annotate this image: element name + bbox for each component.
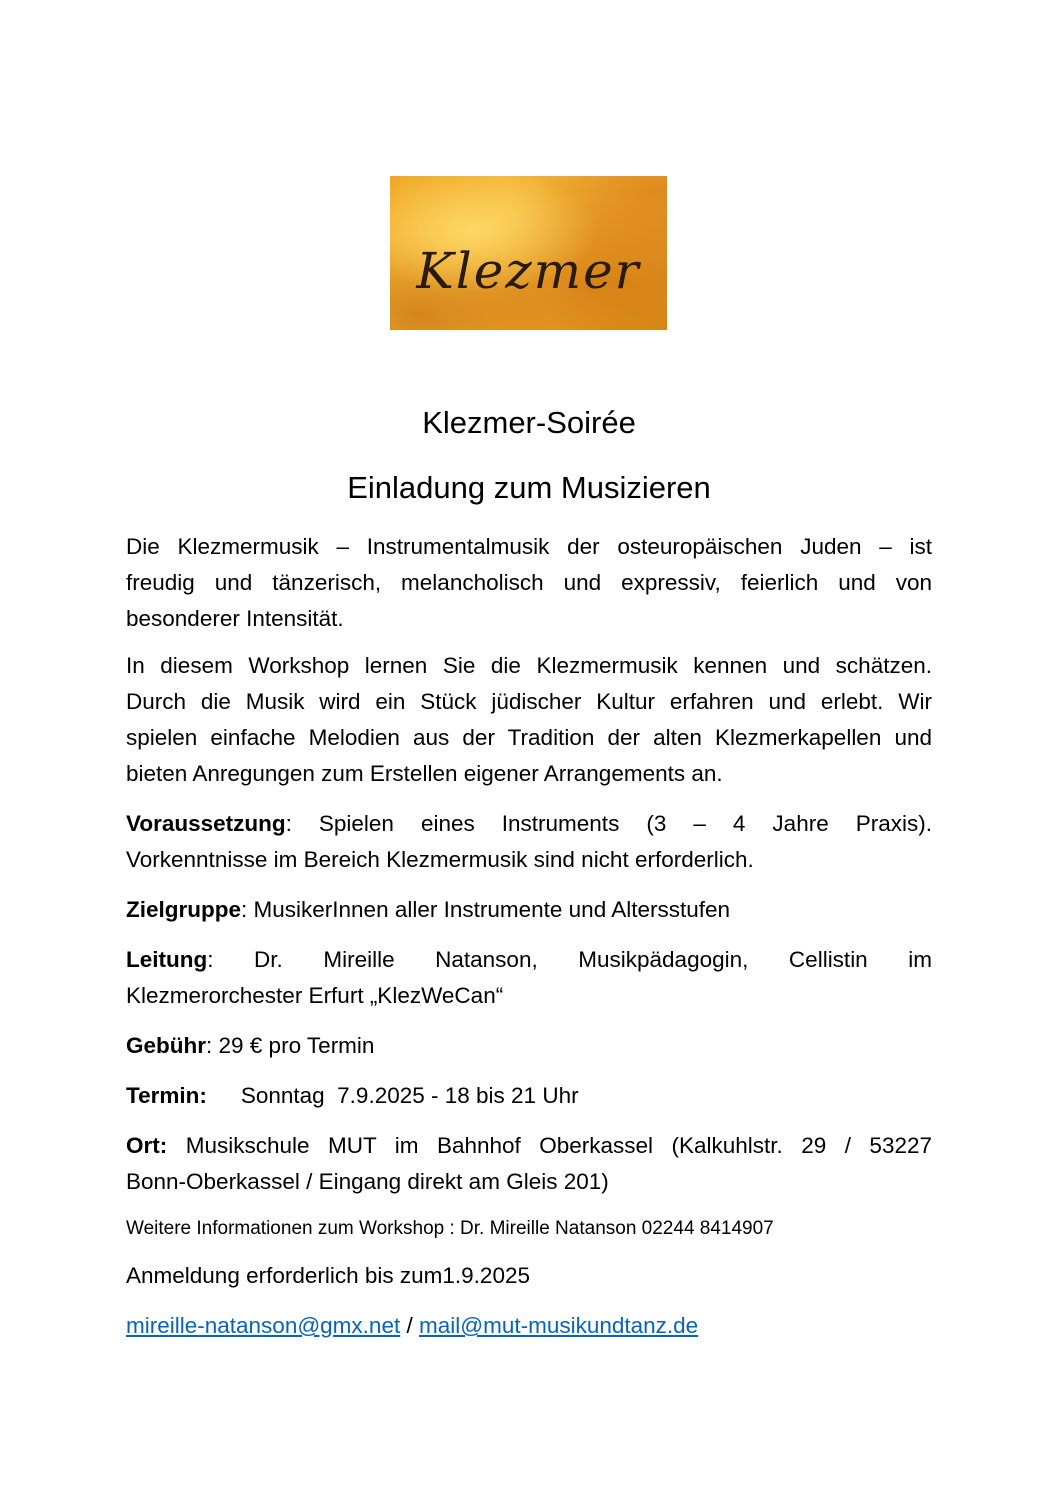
page-title: Klezmer-Soirée: [422, 405, 636, 440]
email-separator: /: [400, 1313, 419, 1338]
workshop-paragraph: [126, 648, 932, 792]
leitung-line2: Klezmerorchester Erfurt „KlezWeCan“: [126, 983, 504, 1008]
info-line: Weitere Informationen zum Workshop : Dr. Mireille Natanson 02244 8414907: [126, 1218, 774, 1239]
contact-links: [126, 1308, 932, 1344]
workshop-line: bieten Anregungen zum Erstellen eigener Arrangements an.: [126, 761, 723, 786]
termin-text: Sonntag 7.9.2025 - 18 bis 21 Uhr: [240, 1083, 579, 1108]
email-link-natanson[interactable]: mireille-natanson@gmx.net: [126, 1313, 401, 1338]
voraussetzung-line2: Vorkenntnisse im Bereich Klezmermusik sind nicht erforderlich.: [126, 847, 754, 872]
leitung-label: Leitung: [126, 947, 208, 972]
intro-paragraph: [126, 529, 932, 637]
gebuehr-text: : 29 € pro Termin: [206, 1033, 375, 1058]
voraussetzung-section: [126, 806, 932, 878]
logo-wordmark: Klezmer: [416, 242, 641, 300]
intro-line: freudig und tänzerisch, melancholisch und expressiv, feierlich und von: [126, 570, 932, 595]
voraussetzung-label: Voraussetzung: [126, 811, 286, 836]
zielgruppe-label: Zielgruppe: [126, 897, 242, 922]
workshop-line: spielen einfache Melodien aus der Tradition der alten Klezmerkapellen und: [126, 725, 932, 750]
leitung-section: [126, 942, 932, 1014]
ort-section: [126, 1128, 932, 1200]
ort-text: Musikschule MUT im Bahnhof Oberkassel (Kalkuhlstr. 29 / 53227: [167, 1133, 932, 1158]
page-subtitle: Einladung zum Musizieren: [347, 470, 711, 505]
workshop-line: Durch die Musik wird ein Stück jüdischer Kultur erfahren und erlebt. Wir: [126, 689, 932, 714]
zielgruppe-section: [126, 892, 932, 928]
zielgruppe-text: : MusikerInnen aller Instrumente und Altersstufen: [241, 897, 731, 922]
ort-label: Ort:: [126, 1133, 168, 1158]
voraussetzung-line: [126, 806, 932, 842]
termin-label: Termin:: [126, 1083, 207, 1108]
voraussetzung-text: : Spielen eines Instruments (3 – 4 Jahre Praxis).: [285, 811, 932, 836]
gebuehr-section: [126, 1028, 932, 1064]
leitung-text: : Dr. Mireille Natanson, Musikpädagogin, Cellistin im: [207, 947, 932, 972]
email-link-mut[interactable]: mail@mut-musikundtanz.de: [418, 1313, 699, 1338]
termin-section: [126, 1078, 932, 1114]
ort-line: [126, 1128, 932, 1164]
ort-line2: Bonn-Oberkassel / Eingang direkt am Gleis 201): [126, 1169, 609, 1194]
leitung-line: [126, 942, 932, 978]
gebuehr-label: Gebühr: [126, 1033, 207, 1058]
anmeldung-line: Anmeldung erforderlich bis zum1.9.2025: [126, 1263, 530, 1288]
klezmer-logo-image: [390, 176, 667, 330]
intro-line: Die Klezmermusik – Instrumentalmusik der osteuropäischen Juden – ist: [126, 534, 932, 559]
workshop-line: In diesem Workshop lernen Sie die Klezmermusik kennen und schätzen.: [126, 653, 932, 678]
intro-line: besonderer Intensität.: [126, 606, 344, 631]
